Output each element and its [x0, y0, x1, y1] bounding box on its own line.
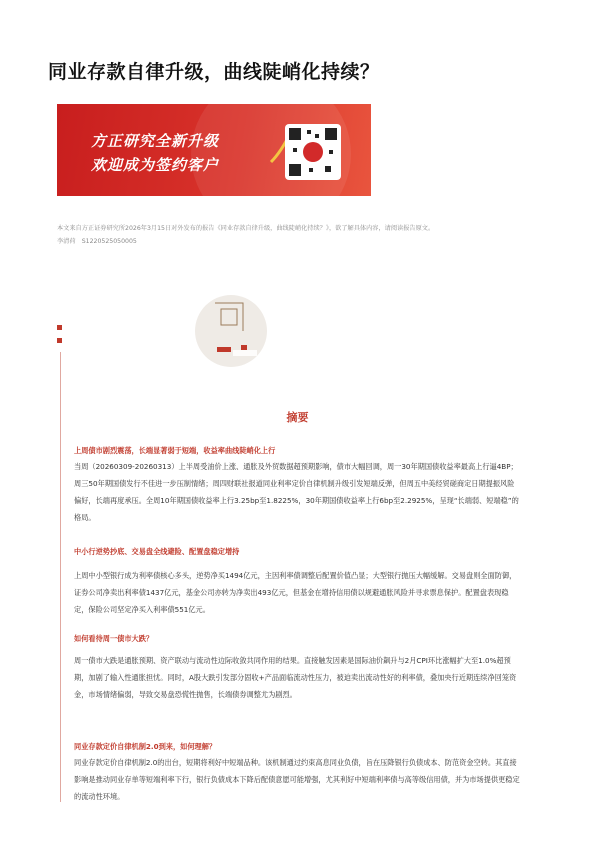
banner-subline: 欢迎成为签约客户	[91, 156, 220, 174]
source-note-text: 本文来自方正证券研究所2026年3月15日对外发布的报告《同业存款自律升级，曲线陡峭化持续？》，欲了解具体内容，请阅读报告原文。	[57, 225, 435, 232]
promo-banner[interactable]	[57, 104, 371, 196]
author-line: 李清荷 S1220525050005	[57, 238, 137, 245]
section-heading: 中小行逆势抄底、交易盘全线避险、配置盘稳定增持	[74, 547, 240, 556]
section-body: 周一债市大跌是通胀预期、资产联动与流动性边际收敛共同作用的结果。直接触发因素是国际油价飙升与2月CPI环比涨幅扩大至1.0%超预期，加剧了输入性通胀担忧。同时，A股大跌引发部分固收+产品面临流动性压力，被迫卖出流动性好的利率债，叠加央行近期连续净回笼资金，市场情绪偏弱，导致交易盘恐慌性抛售，长端债券调整尤为剧烈。	[74, 656, 517, 699]
section-body: 当周（20260309-20260313）上半周受油价上涨、通胀及外贸数据超预期影响，债市大幅回调，周一30年期国债收益率最高上行逼4BP；周三50年期国债发行不佳进一步压制情绪；周四财联社报道同业利率定价自律机制升级引发短端反弹，但周五中美经贸磋商定日期提振风险偏好，长端再度承压。全周10年期国债收益率上行3.25bp至1.8225%，30年期国债收益率上行6bp至2.2925%，呈现“长端弱、短端稳”的格局。	[74, 462, 519, 522]
report-source-note	[57, 222, 537, 248]
decorative-illustration	[195, 295, 267, 367]
section-heading: 如何看待周一债市大跌？	[74, 634, 154, 643]
page-title: 同业存款自律升级，曲线陡峭化持续？	[48, 61, 380, 83]
brand-logo-icon	[303, 142, 323, 162]
abstract-shapes-icon	[195, 295, 267, 367]
banner-headline: 方正研究全新升级	[91, 132, 220, 150]
section-heading: 上周债市剧烈震荡，长端显著弱于短端，收益率曲线陡峭化上行	[74, 446, 276, 455]
qr-code	[285, 124, 341, 180]
summary-heading: 摘要	[286, 411, 309, 424]
section-heading: 同业存款定价自律机制2.0到来，如何理解？	[74, 742, 217, 751]
section-body: 同业存款定价自律机制2.0的出台，短期将利好中短端品种。该机制通过约束高息同业负债，旨在压降银行负债成本、防范资金空转。其直接影响是推动同业存单等短端利率下行，银行负债成本下降后配债意愿可能增强，尤其利好中短端利率债与高等级信用债，并为市场提供更稳定的流动性环境。	[74, 758, 520, 801]
section-marker	[57, 325, 62, 351]
section-body: 上周中小型银行成为利率债核心多头，逆势净买1494亿元，主因利率债调整后配置价值凸显；大型银行抛压大幅缓解。交易盘则全面防御，证券公司净卖出利率债1437亿元，基金公司亦转为净卖出493亿元，但基金在增持信用债以规避通胀风险并寻求票息保护。配置盘表现稳定，保险公司坚定净买入利率债551亿元。	[74, 571, 517, 614]
